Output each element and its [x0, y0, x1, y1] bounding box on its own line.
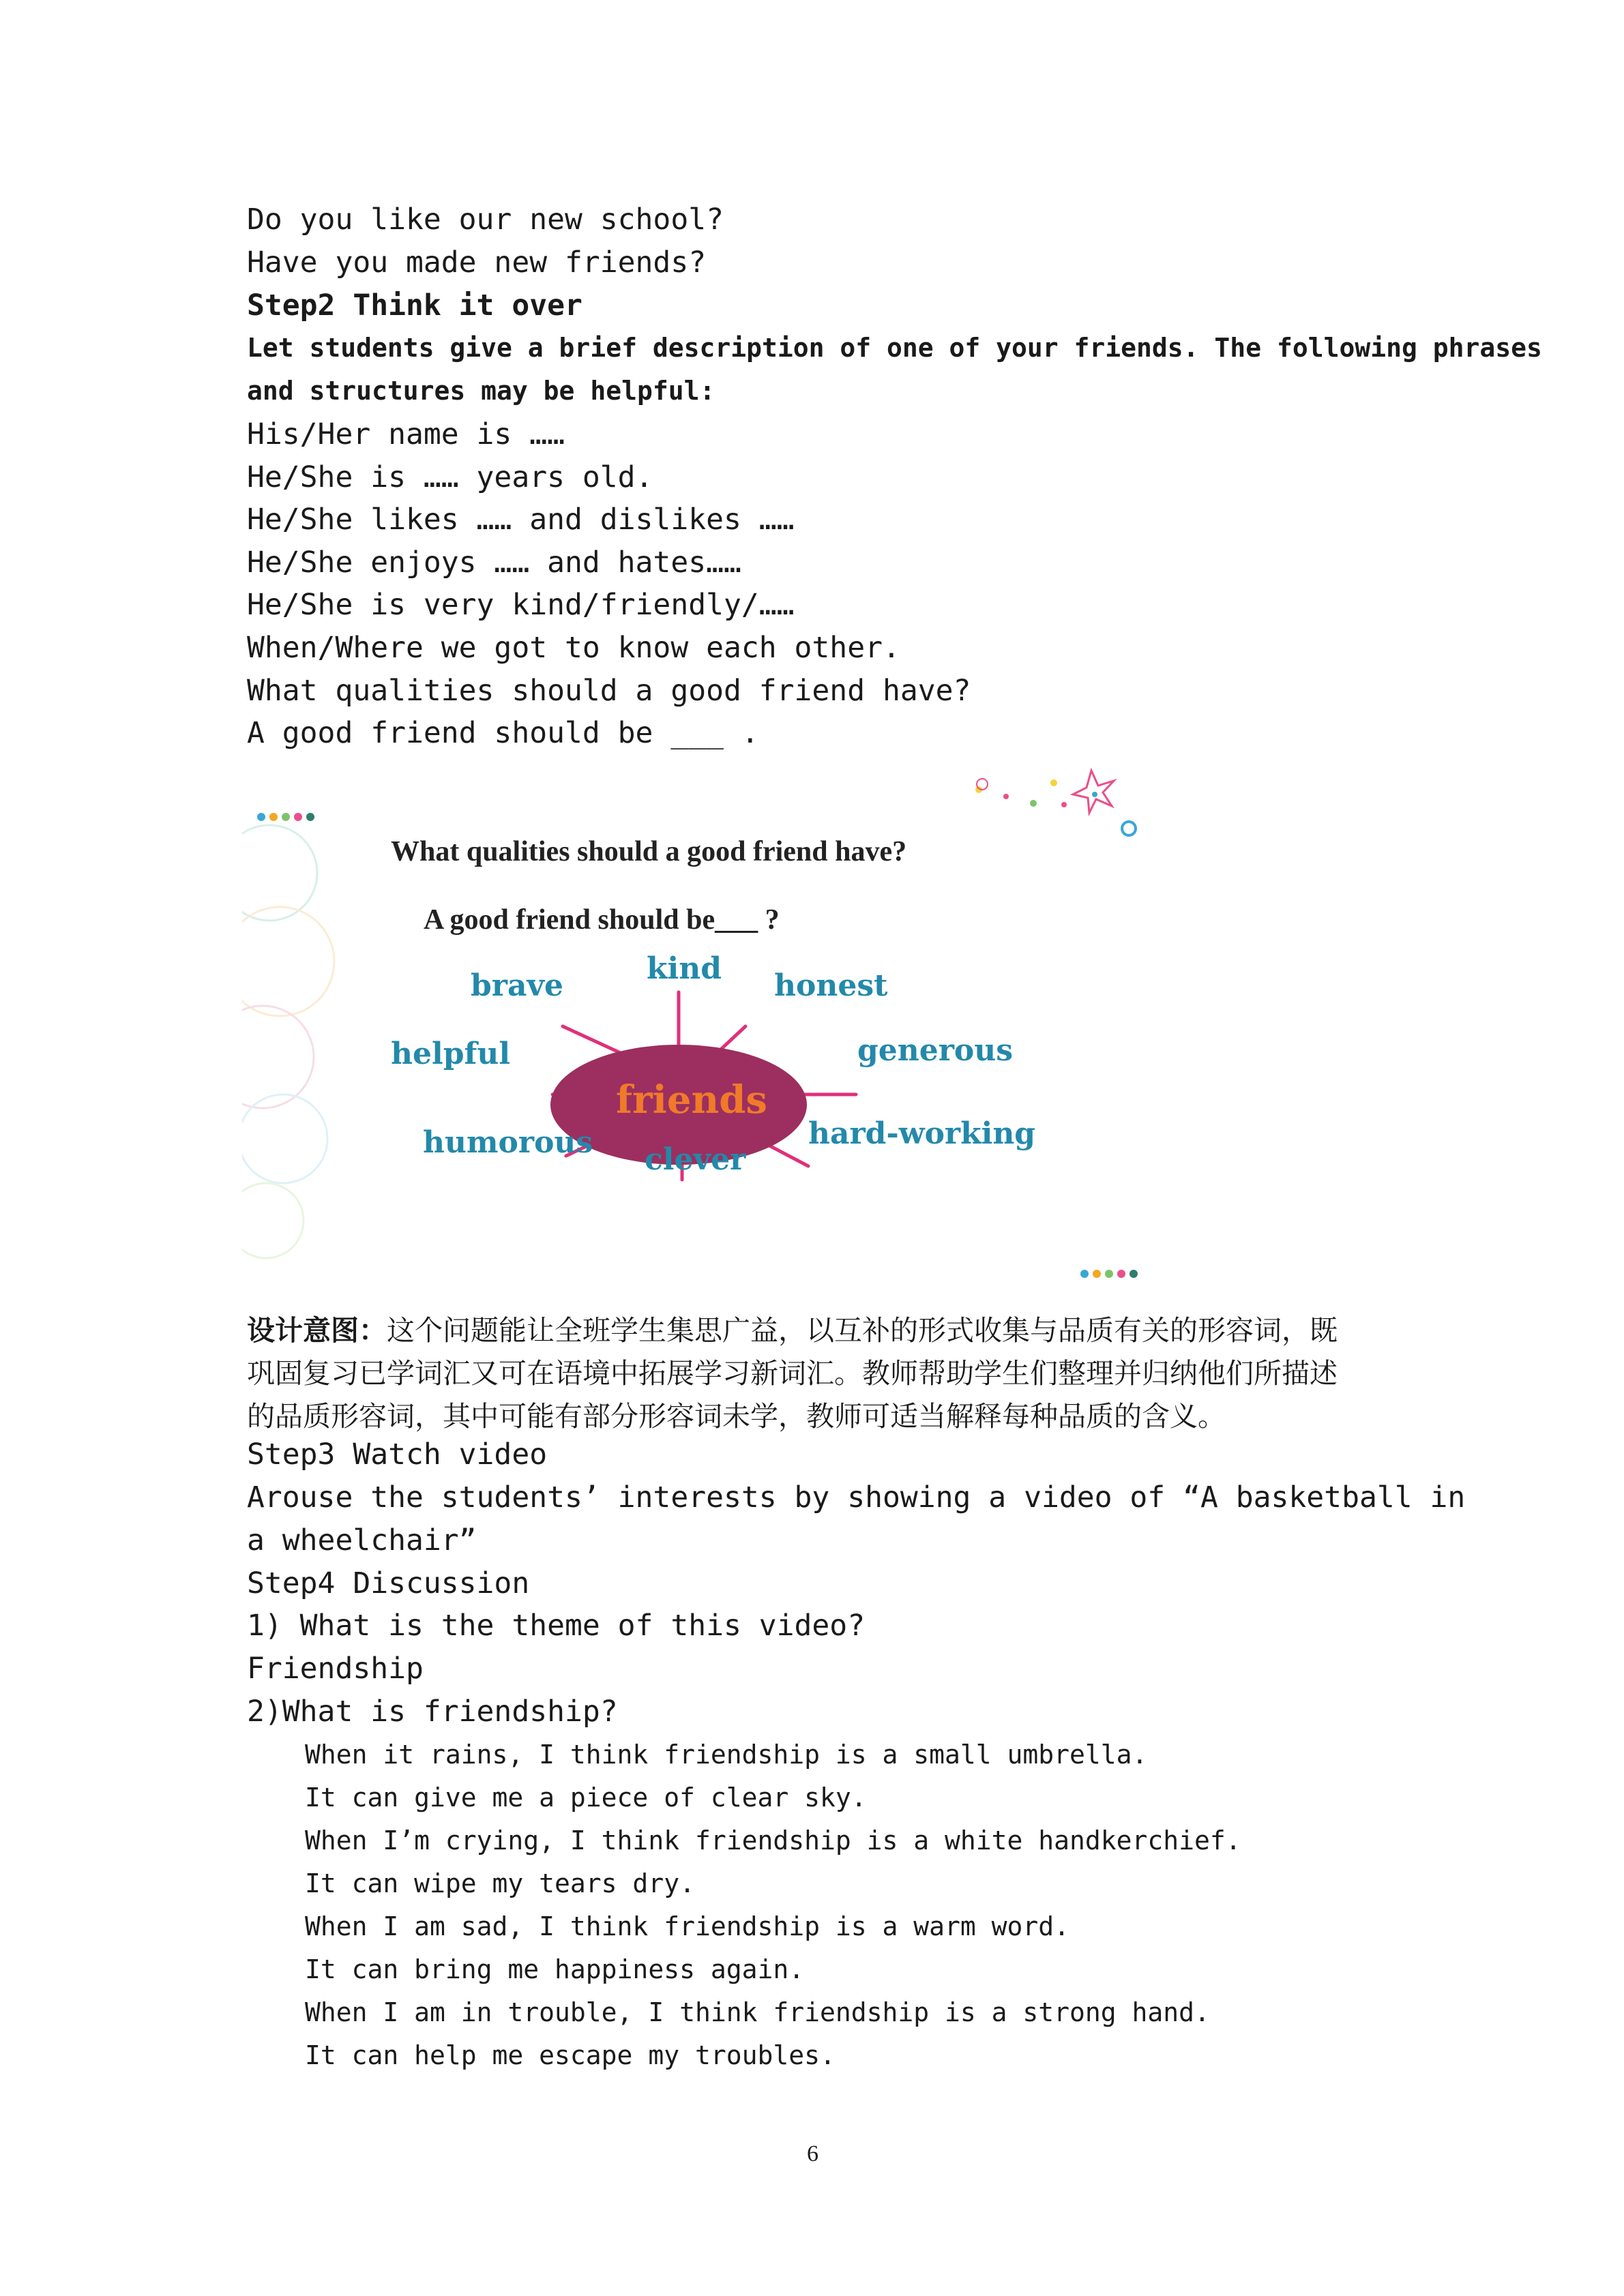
design-intent-line: 巩固复习已学词汇又可在语境中拓展学习新词汇。教师帮助学生们整理并归纳他们所描述 — [247, 1357, 1338, 1390]
answer: Friendship — [247, 1652, 424, 1686]
step2-heading: Step2 Think it over — [247, 288, 582, 323]
text-line: Have you made new friends? — [247, 245, 707, 280]
step2-intro: and structures may be helpful: — [247, 376, 715, 406]
poem-line: It can wipe my tears dry. — [305, 1868, 695, 1898]
phrase-line: What qualities should a good friend have? — [247, 674, 971, 708]
word-humorous: humorous — [423, 1125, 593, 1160]
phrase-line: He/She is …… years old. — [247, 460, 653, 494]
step4-heading: Step4 Discussion — [247, 1566, 530, 1600]
poem-line: When I’m crying, I think friendship is a white handkerchief. — [305, 1825, 1241, 1855]
poem-line: It can give me a piece of clear sky. — [305, 1783, 867, 1813]
step2-intro: Let students give a brief description of one of your friends. The following phrases — [247, 333, 1542, 363]
poem-line: When it rains, I think friendship is a small umbrella. — [305, 1740, 1148, 1770]
poem-line: When I am sad, I think friendship is a warm word. — [305, 1911, 1070, 1941]
word-hard-working: hard-working — [808, 1116, 1036, 1151]
word-brave: brave — [471, 968, 564, 1003]
word-kind: kind — [647, 951, 722, 986]
phrase-line: He/She is very kind/friendly/…… — [247, 588, 795, 622]
text-line: Do you like our new school? — [247, 203, 724, 237]
qualities-slide — [242, 757, 1180, 1289]
slide-title: What qualities should a good friend have? — [391, 836, 907, 867]
page-number: 6 — [807, 2141, 818, 2166]
poem-line: It can bring me happiness again. — [305, 1954, 805, 1984]
phrase-line: His/Her name is …… — [247, 417, 565, 451]
step3-text: a wheelchair” — [247, 1523, 477, 1557]
phrase-line: When/Where we got to know each other. — [247, 631, 900, 665]
design-intent-label: 设计意图： — [247, 1314, 387, 1347]
poem-line: It can help me escape my troubles. — [305, 2040, 836, 2070]
center-word: friends — [616, 1077, 767, 1122]
poem-line: When I am in trouble, I think friendship is a strong hand. — [305, 1997, 1210, 2027]
step3-heading: Step3 Watch video — [247, 1437, 548, 1472]
design-intent-line: 的品质形容词，其中可能有部分形容词未学，教师可适当解释每种品质的含义。 — [247, 1400, 1226, 1433]
phrase-line: He/She likes …… and dislikes …… — [247, 503, 795, 537]
word-clever: clever — [645, 1142, 746, 1177]
design-intent-line — [247, 1308, 1338, 1348]
step3-text: Arouse the students’ interests by showing a video of “A basketball in — [247, 1480, 1466, 1515]
dots-decoration — [257, 813, 314, 821]
design-intent-text: 这个问题能让全班学生集思广益，以互补的形式收集与品质有关的形容词，既 — [387, 1314, 1338, 1347]
word-helpful: helpful — [391, 1037, 511, 1071]
slide-subtitle: A good friend should be___ ? — [424, 904, 780, 936]
phrase-line: He/She enjoys …… and hates…… — [247, 546, 741, 580]
question: 2)What is friendship? — [247, 1695, 618, 1729]
phrase-line: A good friend should be ___ . — [247, 716, 759, 750]
word-generous: generous — [857, 1033, 1014, 1068]
word-honest: honest — [774, 968, 888, 1003]
question: 1) What is the theme of this video? — [247, 1609, 866, 1643]
